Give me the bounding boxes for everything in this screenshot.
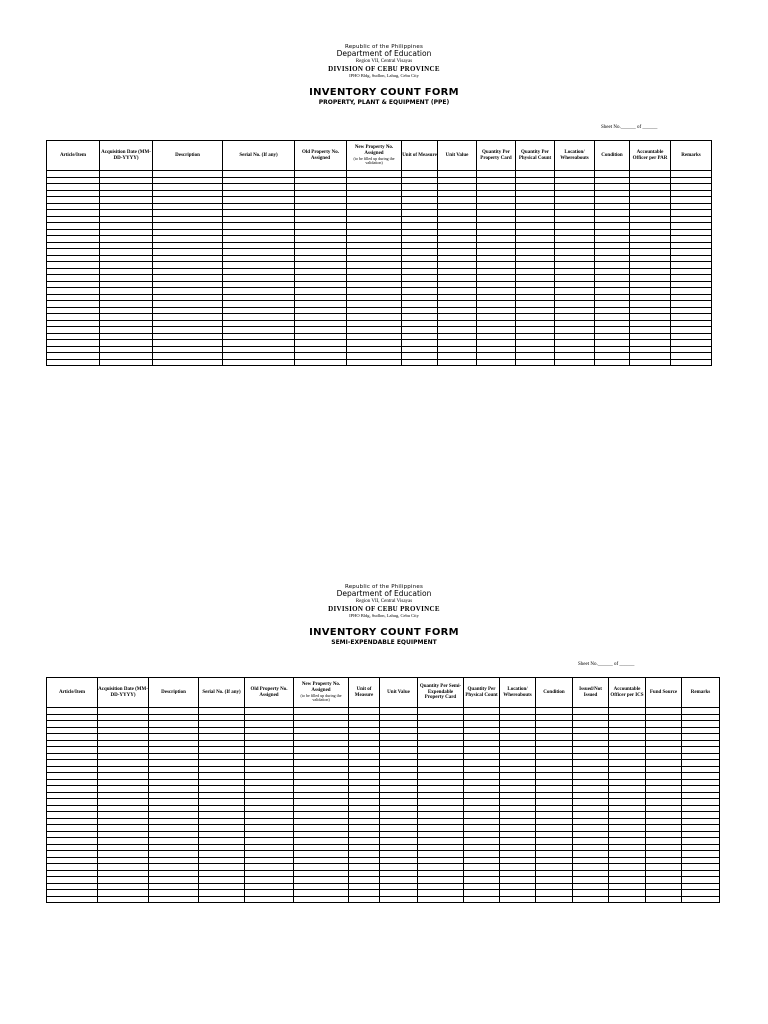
column-header xyxy=(295,141,347,171)
column-header xyxy=(294,678,349,708)
blank-cell[interactable] xyxy=(630,359,671,366)
blank-cell[interactable] xyxy=(536,896,573,903)
column-header xyxy=(671,141,712,171)
semi-expendable-inventory-form xyxy=(0,584,768,703)
republic-text: Republic of the Philippines xyxy=(344,44,424,50)
column-header-label: Description xyxy=(175,152,200,158)
form-title: INVENTORY COUNT FORM xyxy=(309,86,459,98)
column-header-label: Condition xyxy=(601,152,623,158)
inventory-table xyxy=(46,677,720,903)
column-header xyxy=(199,678,245,708)
column-header-label: Description xyxy=(161,689,186,695)
column-header-label: Issued/Not Issued xyxy=(579,686,602,698)
column-header-label: Remarks xyxy=(690,689,711,695)
column-header xyxy=(573,678,609,708)
column-header-label: Quantity Per Semi-Expendable Property Card xyxy=(419,683,462,701)
column-header-label: Remarks xyxy=(681,152,701,158)
column-header xyxy=(477,141,516,171)
blank-cell[interactable] xyxy=(609,896,646,903)
sheet-number: Sheet No.______ of ______ xyxy=(601,125,658,130)
column-header xyxy=(630,141,671,171)
region-text: Region VII, Central Visayas xyxy=(355,598,413,604)
blank-cell[interactable] xyxy=(245,896,294,903)
column-header-label: Unit of Measure xyxy=(402,152,437,158)
column-header xyxy=(402,141,438,171)
blank-cell[interactable] xyxy=(516,359,555,366)
column-header-label: Old Property No. Assigned xyxy=(302,149,339,161)
column-header xyxy=(418,678,464,708)
blank-cell[interactable] xyxy=(402,359,438,366)
column-header-label: Quantity Per Physical Count xyxy=(518,149,552,161)
blank-cell[interactable] xyxy=(464,896,500,903)
letterhead xyxy=(0,44,768,107)
column-header-label: Location/ Whereabouts xyxy=(503,686,532,698)
column-header-label: Article/Item xyxy=(58,689,86,695)
column-header xyxy=(223,141,295,171)
blank-cell[interactable] xyxy=(153,359,223,366)
ppe-inventory-form xyxy=(0,44,768,166)
blank-cell[interactable] xyxy=(347,359,402,366)
column-header-label: Serial No. (If any) xyxy=(239,152,278,158)
column-header-label: New Property No. Assigned xyxy=(301,682,341,693)
sheet-number: Sheet No.______ of ______ xyxy=(578,662,635,667)
column-header-label: Unit Value xyxy=(387,689,410,695)
column-header xyxy=(347,141,402,171)
column-header-label: Acquisition Date (MM-DD-YYYY) xyxy=(101,149,151,161)
column-header-label: Article/Item xyxy=(59,152,87,158)
blank-cell[interactable] xyxy=(199,896,245,903)
form-subtitle: PROPERTY, PLANT & EQUIPMENT (PPE) xyxy=(318,99,450,107)
division-text: DIVISION OF CEBU PROVINCE xyxy=(328,64,440,73)
address-text: IPHO Bldg, Sudlon, Lahug, Cebu City xyxy=(349,612,419,618)
blank-cell[interactable] xyxy=(349,896,380,903)
blank-cell[interactable] xyxy=(100,359,153,366)
column-header xyxy=(595,141,630,171)
division-text: DIVISION OF CEBU PROVINCE xyxy=(328,604,440,613)
blank-cell[interactable] xyxy=(477,359,516,366)
column-header-label: Accountable Officer per PAR xyxy=(632,149,668,161)
blank-cell[interactable] xyxy=(438,359,477,366)
blank-cell[interactable] xyxy=(98,896,149,903)
column-header xyxy=(516,141,555,171)
republic-text: Republic of the Philippines xyxy=(344,584,424,590)
column-header xyxy=(682,678,720,708)
blank-cell[interactable] xyxy=(295,359,347,366)
column-header-label: New Property No. Assigned xyxy=(354,145,394,156)
blank-cell[interactable] xyxy=(595,359,630,366)
column-header-note: (to be filled up during the validation) xyxy=(300,692,342,703)
column-header-label: Old Property No. Assigned xyxy=(250,686,288,698)
column-header-label: Acquisition Date (MM-DD-YYYY) xyxy=(98,686,148,698)
address-text: IPHO Bldg, Sudlon, Lahug, Cebu City xyxy=(349,72,419,78)
inventory-table xyxy=(46,140,712,366)
column-header-label: Quantity Per Property Card xyxy=(480,149,512,161)
table-row xyxy=(47,896,720,903)
column-header xyxy=(646,678,682,708)
blank-cell[interactable] xyxy=(223,359,295,366)
column-header xyxy=(149,678,199,708)
letterhead xyxy=(0,584,768,647)
blank-cell[interactable] xyxy=(418,896,464,903)
column-header xyxy=(438,141,477,171)
column-header xyxy=(380,678,418,708)
column-header xyxy=(536,678,573,708)
column-header-label: Serial No. (If any) xyxy=(202,689,241,695)
column-header-label: Unit Value xyxy=(445,152,469,158)
department-text: Department of Education xyxy=(336,49,432,59)
blank-cell[interactable] xyxy=(47,896,98,903)
column-header xyxy=(609,678,646,708)
blank-cell[interactable] xyxy=(500,896,536,903)
column-header-label: Condition xyxy=(543,689,565,695)
column-header-label: Quantity Per Physical Count xyxy=(465,686,498,698)
blank-cell[interactable] xyxy=(573,896,609,903)
form-subtitle: SEMI-EXPENDABLE EQUIPMENT xyxy=(331,639,437,647)
form-title: INVENTORY COUNT FORM xyxy=(309,626,459,638)
blank-cell[interactable] xyxy=(671,359,712,366)
column-header xyxy=(98,678,149,708)
blank-cell[interactable] xyxy=(682,896,720,903)
blank-cell[interactable] xyxy=(555,359,595,366)
blank-cell[interactable] xyxy=(149,896,199,903)
column-header-label: Location/ Whereabouts xyxy=(560,149,589,161)
column-header xyxy=(47,678,98,708)
department-text: Department of Education xyxy=(336,589,432,599)
column-header-label: Accountable Officer per ICS xyxy=(610,686,644,698)
blank-cell[interactable] xyxy=(47,359,100,366)
column-header xyxy=(555,141,595,171)
blank-cell[interactable] xyxy=(294,896,349,903)
table-row xyxy=(47,359,712,366)
column-header-note: (to be filled up during the validation) xyxy=(353,155,395,166)
column-header-label: Unit of Measure xyxy=(354,686,374,698)
column-header xyxy=(500,678,536,708)
blank-cell[interactable] xyxy=(646,896,682,903)
column-header-label: Fund Source xyxy=(649,689,678,695)
column-header xyxy=(153,141,223,171)
column-header xyxy=(245,678,294,708)
column-header xyxy=(464,678,500,708)
blank-cell[interactable] xyxy=(380,896,418,903)
column-header xyxy=(47,141,100,171)
column-header xyxy=(100,141,153,171)
column-header xyxy=(349,678,380,708)
region-text: Region VII, Central Visayas xyxy=(355,58,413,64)
